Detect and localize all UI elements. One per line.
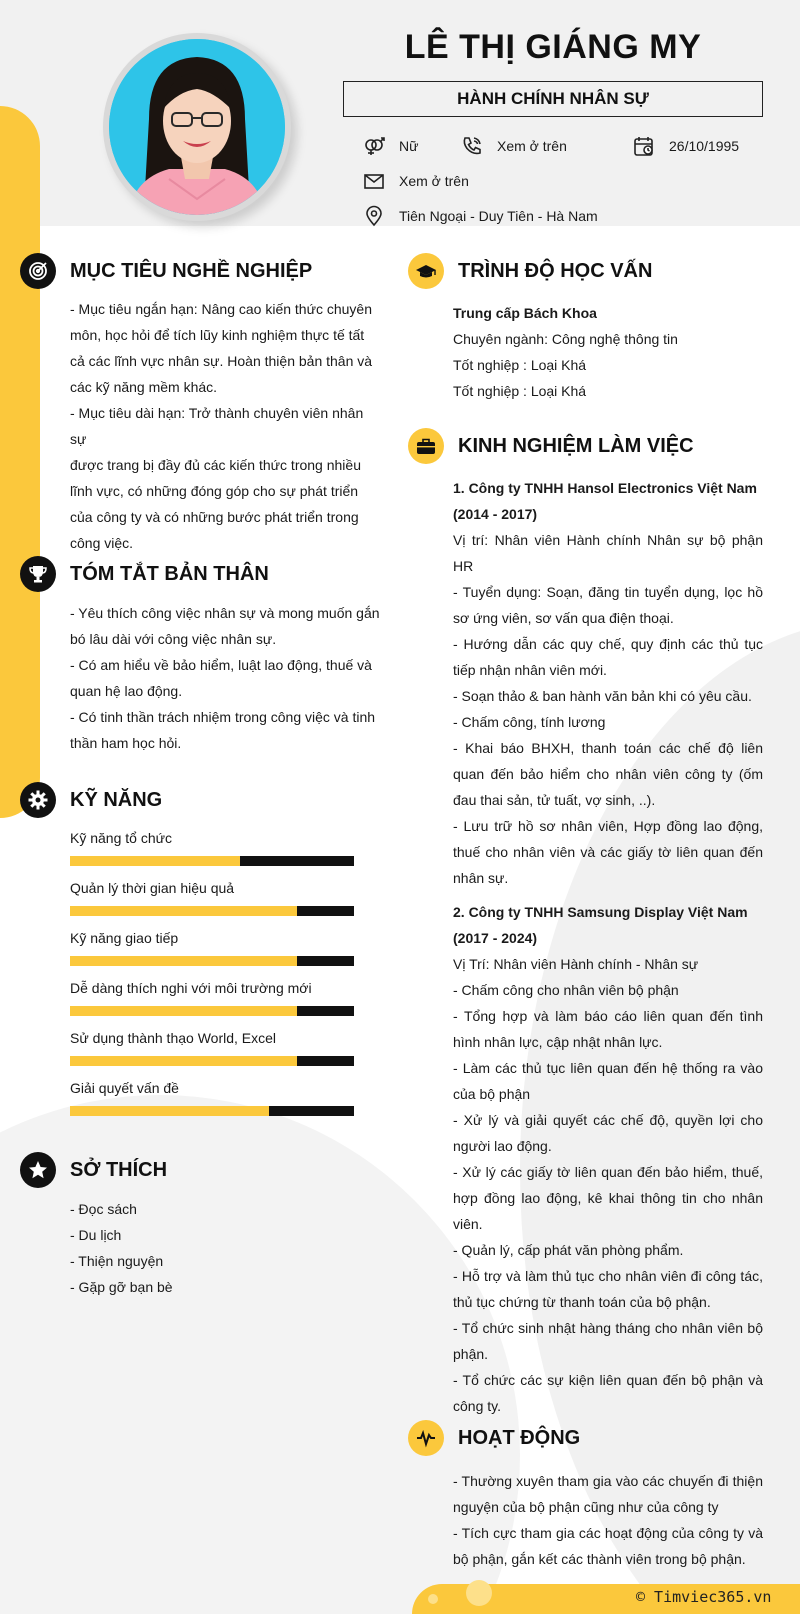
skill-level-fill	[70, 1106, 269, 1116]
text-line: - Xử lý và giải quyết các chế độ, quyền lợi cho người lao động.	[453, 1112, 763, 1154]
education-text	[453, 300, 763, 404]
text-line: được trang bị đầy đủ các kiến thức trong nhiều	[70, 457, 361, 473]
skill-label: Sử dụng thành thạo World, Excel	[70, 1030, 277, 1046]
map-pin-icon	[363, 205, 385, 227]
skill-level-fill	[70, 906, 297, 916]
text-line: - Tích cực tham gia các hoạt động của công ty và bộ phận, gắn kết các thành viên trong bộ phận.	[453, 1525, 763, 1567]
spacer	[453, 891, 763, 899]
skill-item	[70, 930, 354, 966]
text-line: - Làm các thủ tục liên quan đến hệ thống ra vào của bộ phận	[453, 1060, 763, 1102]
skill-item	[70, 1030, 354, 1066]
skill-item	[70, 830, 354, 866]
section-title-text: HOẠT ĐỘNG	[458, 1426, 581, 1449]
text-line: - Tổ chức sinh nhật hàng tháng cho nhân viên bộ phận.	[453, 1320, 763, 1362]
text-line: - Đọc sách	[70, 1201, 137, 1217]
text-line: - Mục tiêu ngắn hạn: Nâng cao kiến thức chuyên	[70, 301, 372, 317]
text-line: - Có tinh thần trách nhiệm trong công việc và tinh	[70, 709, 376, 725]
text-line: - Thường xuyên tham gia vào các chuyến đi thiện nguyện của bộ phận cũng như của công ty	[453, 1473, 763, 1515]
phone-value: Xem ở trên	[497, 138, 567, 154]
text-line: - Mục tiêu dài hạn: Trở thành chuyên viên nhân sự	[70, 405, 364, 447]
text-line: - Chấm công cho nhân viên bộ phận	[453, 982, 679, 998]
email-value: Xem ở trên	[399, 173, 469, 189]
gear-icon	[20, 782, 56, 818]
email-info	[363, 170, 469, 192]
text-line: - Hỗ trợ và làm thủ tục cho nhân viên đi công tác, thủ tục chứng từ thanh toán của bộ phận.	[453, 1268, 763, 1310]
section-title-text: SỞ THÍCH	[70, 1158, 168, 1181]
section-title-education	[408, 253, 652, 289]
skill-label: Kỹ năng tổ chức	[70, 830, 172, 846]
section-title-text: KỸ NĂNG	[70, 788, 163, 811]
job-period: (2014 - 2017)	[453, 506, 538, 522]
address-value: Tiên Ngoại - Duy Tiên - Hà Nam	[399, 208, 598, 224]
section-title-activities	[408, 1420, 580, 1456]
activities-text	[453, 1468, 763, 1572]
section-title-text: KINH NGHIỆM LÀM VIỆC	[458, 434, 694, 457]
skill-label: Giải quyết vấn đề	[70, 1080, 179, 1096]
job-period: (2017 - 2024)	[453, 930, 538, 946]
text-line: - Tuyển dụng: Soạn, đăng tin tuyển dụng, lọc hồ sơ ứng viên, sơ vấn qua điện thoại.	[453, 584, 763, 626]
company-name: 1. Công ty TNHH Hansol Electronics Việt Nam	[453, 480, 757, 496]
target-icon	[20, 253, 56, 289]
footer-brand: © Timviec365.vn	[636, 1588, 772, 1606]
pulse-icon	[408, 1420, 444, 1456]
text-line: - Thiện nguyện	[70, 1253, 164, 1269]
company-name: 2. Công ty TNHH Samsung Display Việt Nam	[453, 904, 748, 920]
text-line: công việc.	[70, 535, 134, 551]
text-line: - Chấm công, tính lương	[453, 714, 606, 730]
text-line: - Tổng hợp và làm báo cáo liên quan đến tình hình nhân lực, cập nhật nhân lực.	[453, 1008, 763, 1050]
job-position: HÀNH CHÍNH NHÂN SỰ	[343, 81, 763, 117]
skill-level-fill	[70, 856, 240, 866]
text-line: - Hướng dẫn các quy chế, quy định các thủ tục tiếp nhận nhân viên mới.	[453, 636, 763, 678]
section-title-experience	[408, 428, 694, 464]
text-line: - Có am hiểu về bảo hiểm, luật lao động, thuế và	[70, 657, 372, 673]
text-line: Tốt nghiệp : Loại Khá	[453, 357, 587, 373]
trophy-icon	[20, 556, 56, 592]
hobbies-text	[70, 1196, 370, 1300]
text-line: môn, học hỏi để tích lũy kinh nghiệm thực tế tất	[70, 327, 365, 343]
address-info	[363, 205, 598, 227]
section-title-objective	[20, 253, 312, 289]
section-title-summary	[20, 556, 269, 592]
skill-label: Kỹ năng giao tiếp	[70, 930, 179, 946]
avatar	[109, 39, 285, 215]
calendar-icon	[633, 135, 655, 157]
text-line: - Quản lý, cấp phát văn phòng phẩm.	[453, 1242, 684, 1258]
text-line: Chuyên ngành: Công nghệ thông tin	[453, 331, 678, 347]
section-title-text: TÓM TẮT BẢN THÂN	[70, 562, 269, 585]
text-line: lĩnh vực, có những đóng góp cho sự phát triển	[70, 483, 359, 499]
text-line: - Du lịch	[70, 1227, 122, 1243]
text-line: quan hệ lao động.	[70, 683, 183, 699]
text-line: cả các lĩnh vực nhân sự. Hoàn thiện bản thân và	[70, 353, 373, 369]
summary-text	[70, 600, 380, 756]
gender-icon	[363, 135, 385, 157]
text-line: - Tổ chức các sự kiện liên quan đến bộ phận và công ty.	[453, 1372, 763, 1414]
star-icon	[20, 1152, 56, 1188]
avatar-frame	[103, 33, 291, 221]
phone-icon	[461, 135, 483, 157]
text-line: - Lưu trữ hồ sơ nhân viên, Hợp đồng lao động, thuế cho nhân viên và các giấy tờ liên quan đến nhân sự.	[453, 818, 763, 886]
text-line: - Gặp gỡ bạn bè	[70, 1279, 173, 1295]
experience-text	[453, 475, 763, 1419]
text-line: bó lâu dài với công việc nhân sự.	[70, 631, 277, 647]
section-title-text: MỤC TIÊU NGHỀ NGHIỆP	[70, 259, 313, 282]
skill-bar	[70, 1056, 354, 1066]
gender-value: Nữ	[399, 138, 419, 154]
text-line: các kỹ năng mềm khác.	[70, 379, 218, 395]
briefcase-icon	[408, 428, 444, 464]
footer-dot	[428, 1594, 438, 1604]
birthday-info	[633, 135, 739, 157]
text-line: - Xử lý các giấy tờ liên quan đến bảo hiểm, thuế, hợp đồng lao động, kê khai thông tin cho nhân viên.	[453, 1164, 763, 1232]
section-title-text: TRÌNH ĐỘ HỌC VẤN	[458, 259, 653, 282]
text-line: Tốt nghiệp : Loại Khá	[453, 383, 587, 399]
text-line: - Soạn thảo & ban hành văn bản khi có yêu cầu.	[453, 688, 752, 704]
skill-item	[70, 1080, 354, 1116]
objective-text	[70, 296, 380, 556]
skill-bar	[70, 956, 354, 966]
text-line: Vị trí: Nhân viên Hành chính Nhân sự bộ phận HR	[453, 532, 763, 574]
birthday-value: 26/10/1995	[669, 138, 740, 154]
school-name: Trung cấp Bách Khoa	[453, 305, 597, 321]
text-line: Vị Trí: Nhân viên Hành chính - Nhân sự	[453, 956, 699, 972]
skill-bar	[70, 1006, 354, 1016]
gender-info	[363, 135, 418, 157]
skill-item	[70, 980, 354, 1016]
footer-dot	[466, 1580, 492, 1606]
text-line: thần ham học hỏi.	[70, 735, 182, 751]
candidate-name: LÊ THỊ GIÁNG MY	[404, 28, 702, 66]
skill-level-fill	[70, 956, 297, 966]
phone-info	[461, 135, 567, 157]
text-line: của công ty và có những bước phát triển trong	[70, 509, 359, 525]
envelope-icon	[363, 170, 385, 192]
section-title-hobbies	[20, 1152, 167, 1188]
skill-bar	[70, 906, 354, 916]
skill-bar	[70, 1106, 354, 1116]
skill-label: Quản lý thời gian hiệu quả	[70, 880, 235, 896]
text-line: - Yêu thích công việc nhân sự và mong muốn gắn	[70, 605, 380, 621]
skill-label: Dễ dàng thích nghi với môi trường mới	[70, 980, 312, 996]
section-title-skills	[20, 782, 162, 818]
skill-item	[70, 880, 354, 916]
side-accent-band	[0, 106, 40, 818]
skill-level-fill	[70, 1006, 297, 1016]
text-line: - Khai báo BHXH, thanh toán các chế độ liên quan đến bảo hiểm cho nhân viên công ty (ốm đau thai sản, tử tuất, vợ sinh, ..).	[453, 740, 763, 808]
skill-bar	[70, 856, 354, 866]
skill-level-fill	[70, 1056, 297, 1066]
graduation-cap-icon	[408, 253, 444, 289]
